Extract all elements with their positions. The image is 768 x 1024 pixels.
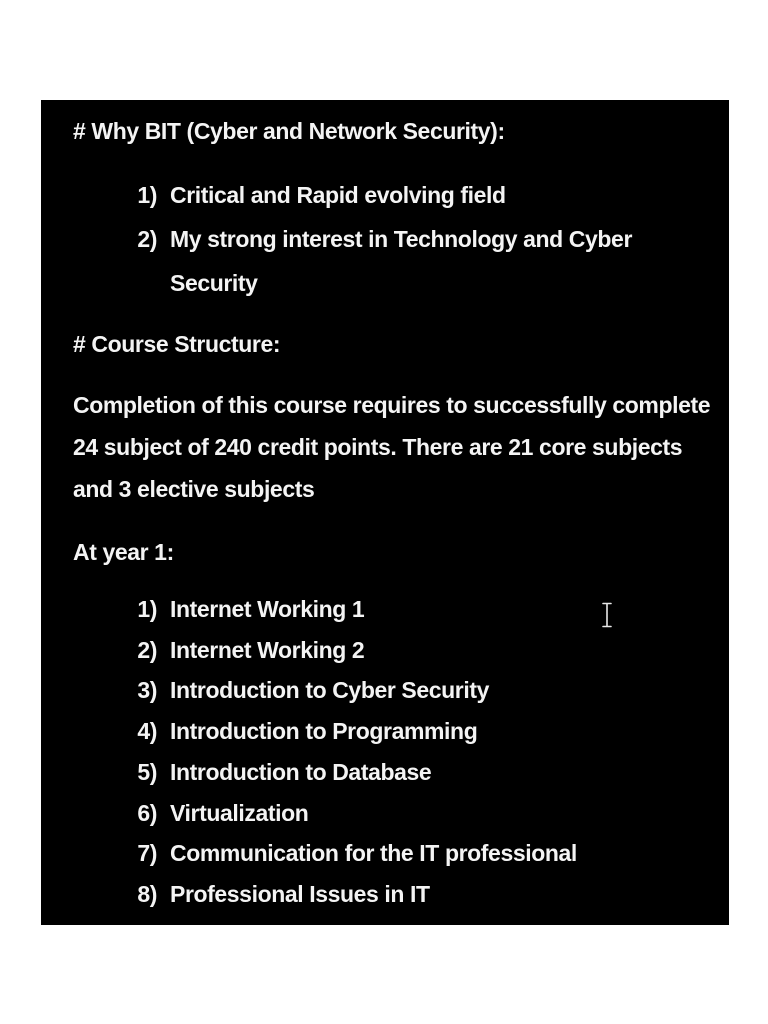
- list-item: [41, 793, 700, 834]
- list-number: 4): [137, 718, 157, 745]
- list-item: [41, 711, 700, 752]
- list-item-text: Introduction to Cyber Security: [170, 677, 489, 704]
- list-item-text: My strong interest in Technology and Cyber Security: [170, 226, 633, 296]
- list-item-text: Internet Working 1: [170, 596, 365, 622]
- document-panel: [41, 100, 729, 925]
- text-cursor-icon: [601, 602, 613, 628]
- list-number: 2): [137, 636, 157, 663]
- list-number: 5): [137, 758, 157, 785]
- list-item-text: Communication for the IT professional: [170, 840, 577, 867]
- list-number: 7): [137, 840, 157, 867]
- list-number: 2): [137, 226, 157, 252]
- year-1-heading: At year 1:: [73, 539, 174, 565]
- course-structure-paragraph: Completion of this course requires to successfully complete 24 subject of 240 credit points. There are 21 core subjects and 3 elective subjects: [73, 392, 711, 502]
- list-item-text: Professional Issues in IT: [170, 880, 430, 907]
- list-item: [41, 670, 700, 711]
- list-item: [41, 874, 700, 915]
- list-item: [41, 217, 700, 305]
- list-number: 1): [137, 596, 157, 622]
- list-item: [41, 173, 700, 217]
- why-bit-list: [41, 173, 700, 305]
- list-item: [41, 630, 700, 671]
- why-bit-heading: # Why BIT (Cyber and Network Security):: [73, 118, 505, 144]
- list-item-text: Critical and Rapid evolving field: [170, 182, 506, 208]
- list-number: 8): [137, 880, 157, 907]
- list-number: 1): [137, 182, 157, 208]
- list-item-text: Introduction to Programming: [170, 718, 478, 745]
- list-item-text: Internet Working 2: [170, 636, 365, 663]
- list-item: [41, 752, 700, 793]
- list-number: 6): [137, 799, 157, 826]
- list-item: [41, 833, 700, 874]
- list-number: 3): [137, 677, 157, 704]
- year-1-subject-list: [41, 589, 700, 915]
- course-structure-heading: # Course Structure:: [73, 331, 281, 357]
- list-item-text: Virtualization: [170, 799, 309, 826]
- list-item-text: Introduction to Database: [170, 758, 432, 785]
